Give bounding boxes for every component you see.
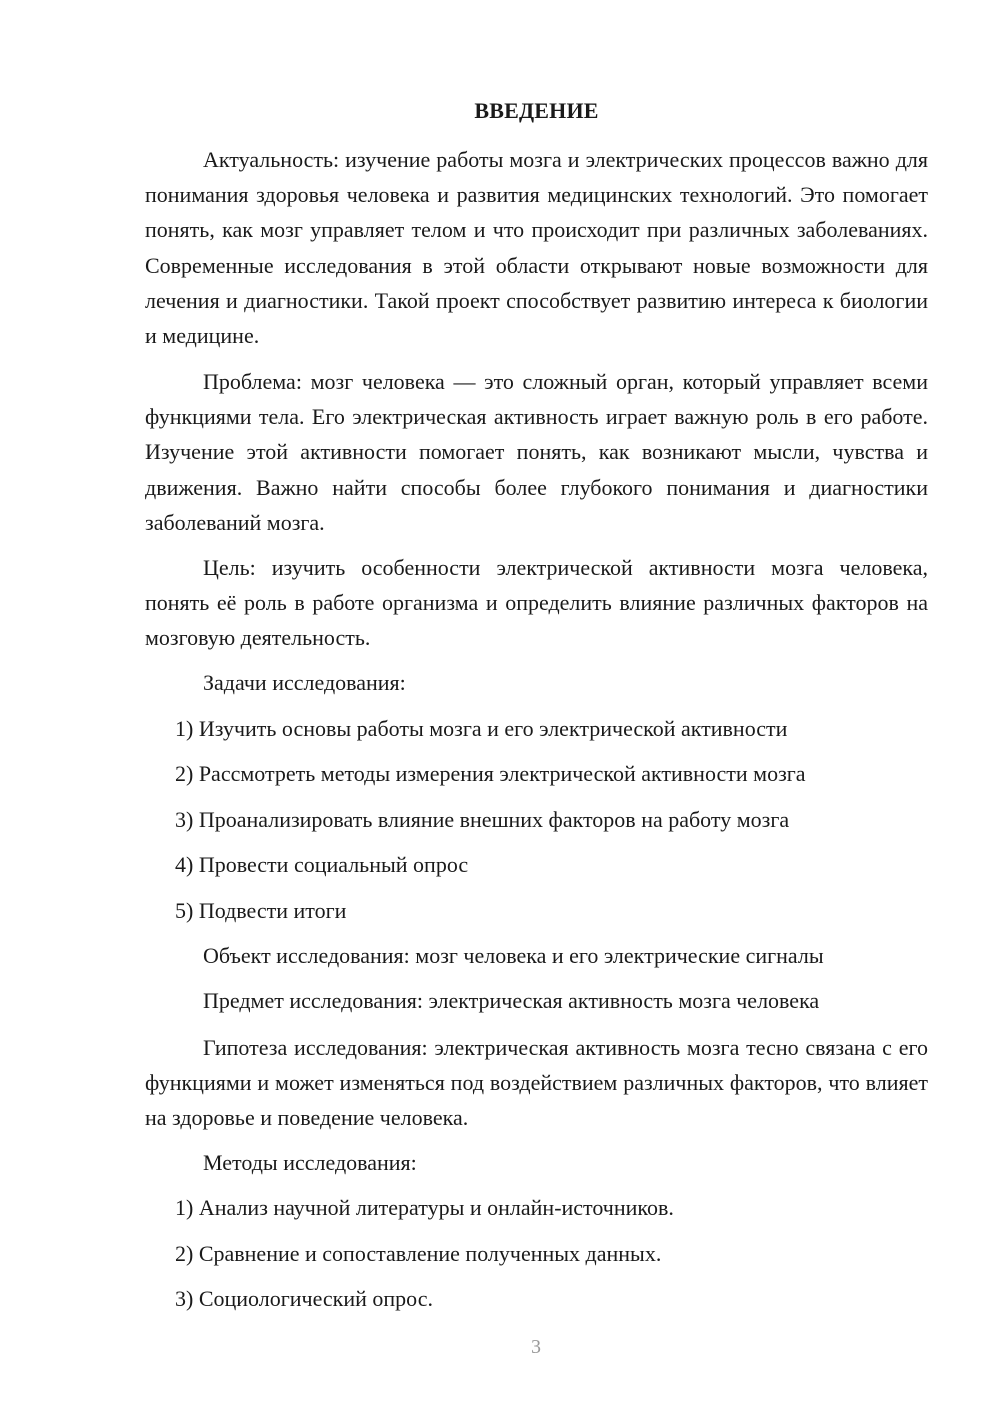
page-number: 3	[531, 1336, 541, 1358]
task-item: 1) Изучить основы работы мозга и его электрической активности	[175, 716, 788, 741]
goal-paragraph: Цель: изучить особенности электрической активности мозга человека, понять её роль в работе организма и определить влияние различных факторов на мозговую деятельность.	[145, 555, 928, 651]
hypothesis-paragraph: Гипотеза исследования: электрическая активность мозга тесно связана с его функциями и может изменяться под воздействием различных факторов, что влияет на здоровье и поведение человека.	[145, 1035, 928, 1131]
problem-paragraph: Проблема: мозг человека — это сложный орган, который управляет всеми функциями тела. Его электрическая активность играет важную роль в его работе. Изучение этой активности помогает понять, как возникают мысли, чувства и движения. Важно найти способы более глубокого понимания и диагностики заболеваний мозга.	[145, 369, 928, 535]
subject-line: Предмет исследования: электрическая активность мозга человека	[203, 988, 820, 1013]
task-item: 5) Подвести итоги	[175, 898, 347, 923]
method-item: 2) Сравнение и сопоставление полученных данных.	[175, 1241, 662, 1266]
method-item: 3) Социологический опрос.	[175, 1286, 433, 1311]
tasks-heading: Задачи исследования:	[203, 670, 406, 695]
object-line: Объект исследования: мозг человека и его электрические сигналы	[203, 943, 824, 968]
relevance-paragraph: Актуальность: изучение работы мозга и электрических процессов важно для понимания здоровья человека и развития медицинских технологий. Это помогает понять, как мозг управляет телом и что происходит при различных заболеваниях. Современные исследования в этой области открывают новые возможности для лечения и диагностики. Такой проект способствует развитию интереса к биологии и медицине.	[145, 147, 928, 349]
method-item: 1) Анализ научной литературы и онлайн-источников.	[175, 1195, 674, 1220]
section-title: ВВЕДЕНИЕ	[474, 98, 599, 123]
task-item: 2) Рассмотреть методы измерения электрической активности мозга	[175, 761, 806, 786]
task-item: 4) Провести социальный опрос	[175, 852, 469, 877]
task-item: 3) Проанализировать влияние внешних факторов на работу мозга	[175, 807, 790, 832]
methods-heading: Методы исследования:	[203, 1150, 417, 1175]
